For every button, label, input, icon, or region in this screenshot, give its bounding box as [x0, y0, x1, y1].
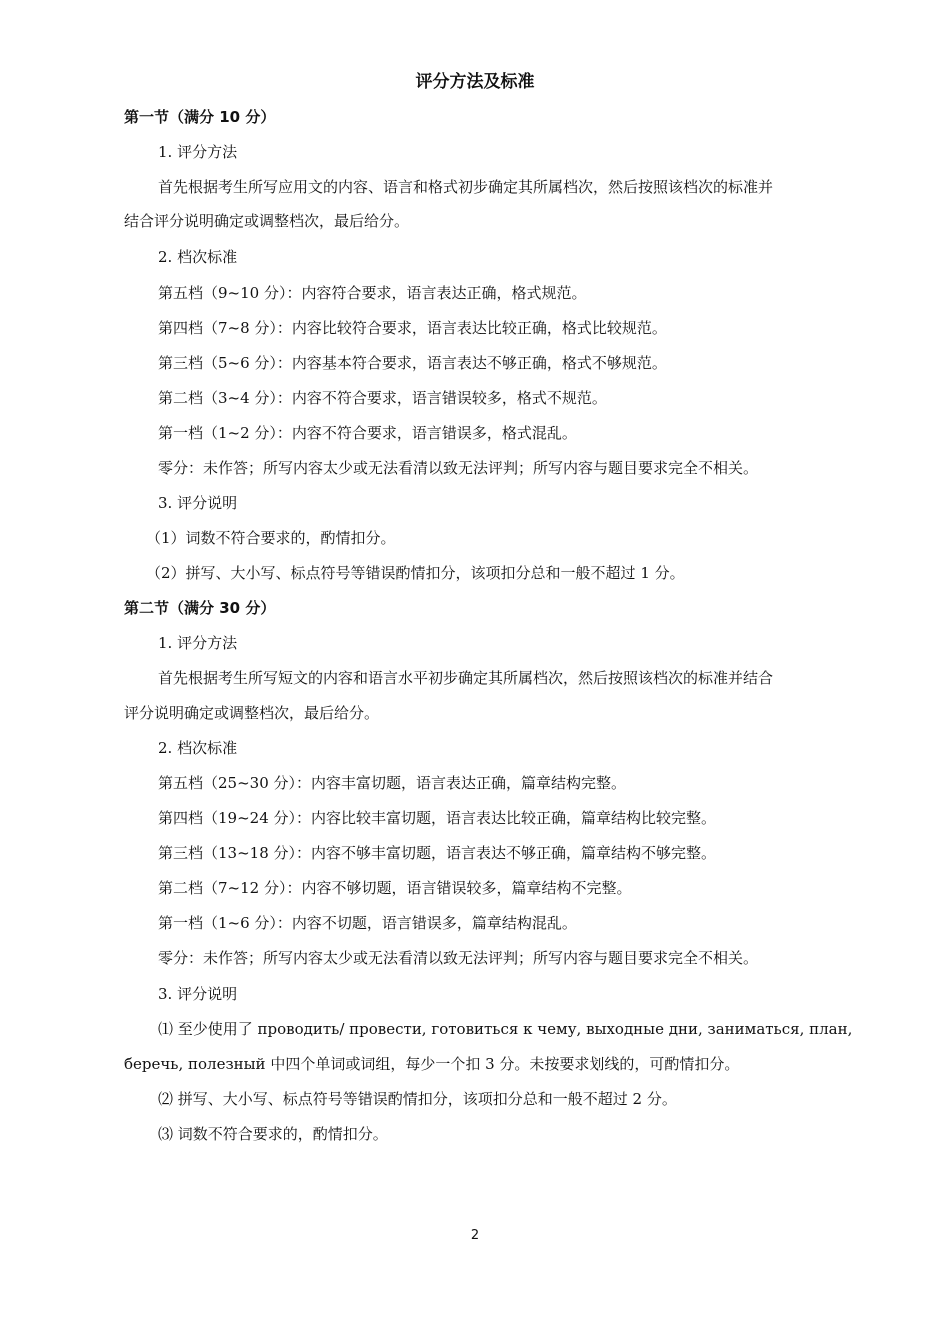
section2-note-3: ⑶ 词数不符合要求的，酌情扣分。 [158, 1125, 388, 1143]
section1-grades-heading: 2. 档次标准 [158, 248, 238, 266]
section2-notes-heading: 3. 评分说明 [158, 985, 238, 1003]
page-title: 评分方法及标准 [415, 72, 535, 92]
section2-note-1-line2: беречь, полезный 中四个单词或词组，每少一个扣 3 分。未按要求划线的，可酌情扣分。 [124, 1055, 740, 1073]
section2-grades-heading: 2. 档次标准 [158, 739, 238, 757]
section1-grade-2: 第二档（3~4 分）：内容不符合要求，语言错误较多，格式不规范。 [158, 389, 607, 407]
section1-note-1: （1）词数不符合要求的，酌情扣分。 [146, 529, 396, 547]
section1-method-line2: 结合评分说明确定或调整档次，最后给分。 [124, 212, 410, 230]
section2-note-1-line1: ⑴ 至少使用了 проводить/ провести, готовиться к чему, выходные дни, заниматься, план, [158, 1020, 853, 1038]
section1-grade-5: 第五档（9~10 分）：内容符合要求，语言表达正确，格式规范。 [158, 284, 587, 302]
section2-heading: 第二节（满分 30 分） [124, 599, 276, 617]
section1-grade-1: 第一档（1~2 分）：内容不符合要求，语言错误多，格式混乱。 [158, 424, 577, 442]
page-number: 2 [470, 1228, 480, 1243]
section2-grade-1: 第一档（1~6 分）：内容不切题，语言错误多，篇章结构混乱。 [158, 914, 577, 932]
section2-grade-zero: 零分：未作答；所写内容太少或无法看清以致无法评判；所写内容与题目要求完全不相关。 [158, 949, 759, 967]
section2-method-line2: 评分说明确定或调整档次，最后给分。 [124, 704, 380, 722]
section1-grade-3: 第三档（5~6 分）：内容基本符合要求，语言表达不够正确，格式不够规范。 [158, 354, 667, 372]
section1-note-2: （2）拼写、大小写、标点符号等错误酌情扣分，该项扣分总和一般不超过 1 分。 [146, 564, 685, 582]
section1-heading: 第一节（满分 10 分） [124, 108, 276, 126]
section2-note-2: ⑵ 拼写、大小写、标点符号等错误酌情扣分，该项扣分总和一般不超过 2 分。 [158, 1090, 677, 1108]
section2-grade-5: 第五档（25~30 分）：内容丰富切题，语言表达正确，篇章结构完整。 [158, 774, 627, 792]
section2-grade-2: 第二档（7~12 分）：内容不够切题，语言错误较多，篇章结构不完整。 [158, 879, 632, 897]
section2-method-heading: 1. 评分方法 [158, 634, 238, 652]
section1-notes-heading: 3. 评分说明 [158, 494, 238, 512]
section2-method-line1: 首先根据考生所写短文的内容和语言水平初步确定其所属档次，然后按照该档次的标准并结合 [158, 669, 774, 687]
section1-method-line1: 首先根据考生所写应用文的内容、语言和格式初步确定其所属档次，然后按照该档次的标准并 [158, 178, 774, 196]
section1-method-heading: 1. 评分方法 [158, 143, 238, 161]
section1-grade-4: 第四档（7~8 分）：内容比较符合要求，语言表达比较正确，格式比较规范。 [158, 319, 667, 337]
section2-grade-3: 第三档（13~18 分）：内容不够丰富切题，语言表达不够正确，篇章结构不够完整。 [158, 844, 717, 862]
section2-grade-4: 第四档（19~24 分）：内容比较丰富切题，语言表达比较正确，篇章结构比较完整。 [158, 809, 717, 827]
section1-grade-zero: 零分：未作答；所写内容太少或无法看清以致无法评判；所写内容与题目要求完全不相关。 [158, 459, 759, 477]
